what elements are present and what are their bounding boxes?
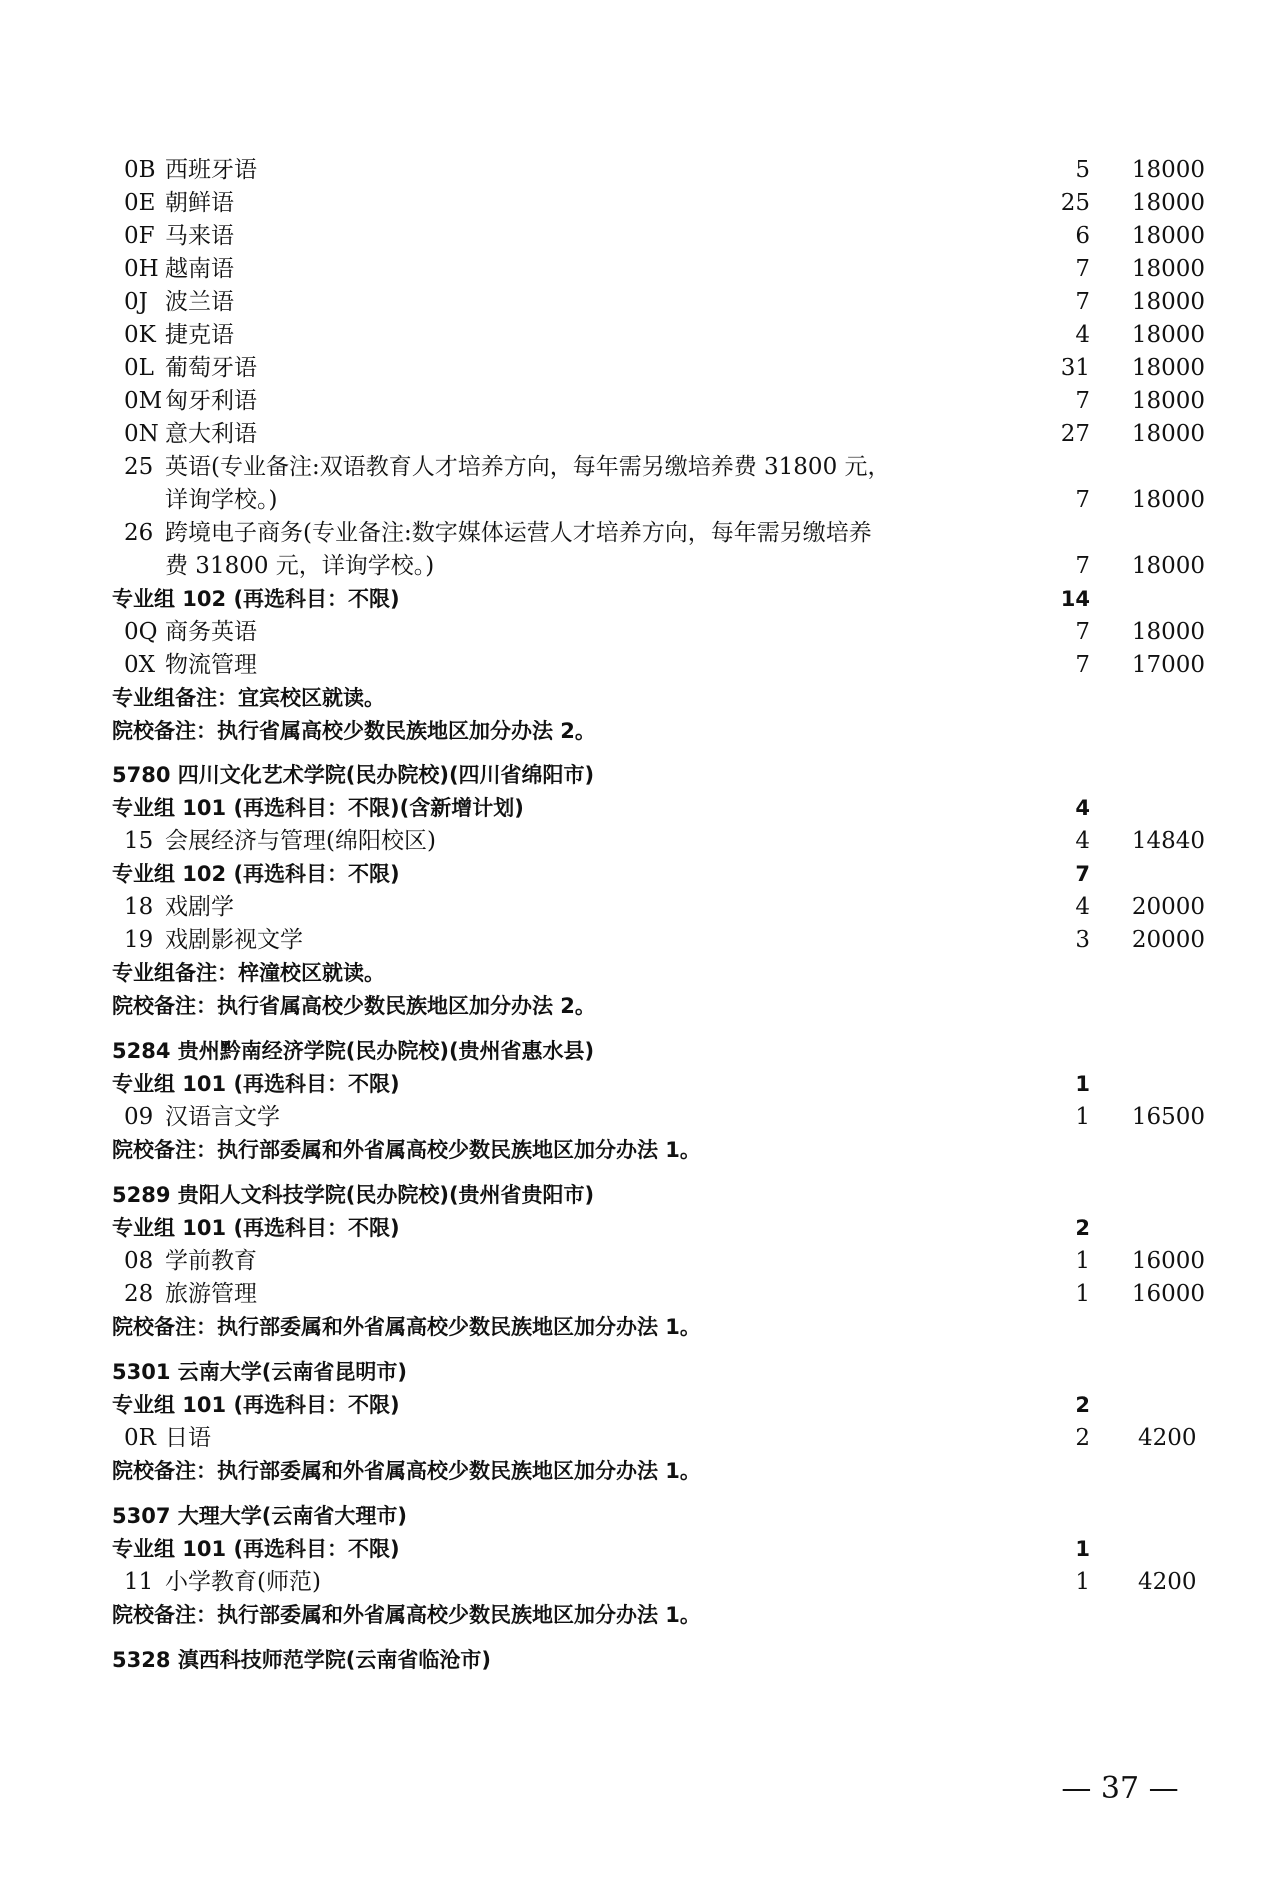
table-row — [0, 1245, 1280, 1278]
major-name: 捷克语 — [165, 322, 234, 348]
major-name: 汉语言文学 — [165, 1104, 280, 1130]
major-name-line-2: 费 31800 元，详询学校。) — [165, 553, 435, 579]
school-note — [0, 1455, 1280, 1488]
group-header — [0, 1068, 1280, 1101]
major-count: 25 — [1060, 190, 1090, 216]
table-row — [0, 187, 1280, 220]
major-name: 学前教育 — [165, 1248, 257, 1274]
major-name: 小学教育(师范) — [165, 1569, 321, 1595]
major-count: 7 — [1075, 652, 1090, 678]
group-header — [0, 1212, 1280, 1245]
table-row — [0, 550, 1280, 583]
group-count: 2 — [1075, 1393, 1090, 1417]
major-code: 08 — [124, 1248, 154, 1274]
group-note-text: 专业组备注：梓潼校区就读。 — [112, 961, 385, 985]
major-name: 葡萄牙语 — [165, 355, 257, 381]
major-code: 0B — [124, 157, 156, 183]
major-fee: 18000 — [1131, 322, 1205, 348]
table-row — [0, 1422, 1280, 1455]
group-label: 专业组 102 (再选科目：不限) — [112, 587, 400, 611]
major-fee: 20000 — [1131, 894, 1205, 920]
table-row — [0, 517, 1280, 550]
group-count: 4 — [1075, 796, 1090, 820]
school-title: 5289 贵阳人文科技学院(民办院校)(贵州省贵阳市) — [112, 1183, 595, 1207]
major-fee: 18000 — [1131, 157, 1205, 183]
school-note-text: 院校备注：执行部委属和外省属高校少数民族地区加分办法 1。 — [112, 1315, 701, 1339]
major-name: 旅游管理 — [165, 1281, 257, 1307]
table-row — [0, 924, 1280, 957]
table-row — [0, 319, 1280, 352]
major-code: 0F — [124, 223, 155, 249]
major-count: 27 — [1060, 421, 1090, 447]
major-name: 意大利语 — [165, 421, 257, 447]
major-fee: 14840 — [1131, 828, 1205, 854]
major-count: 1 — [1075, 1104, 1090, 1130]
major-code: 25 — [124, 454, 154, 480]
major-count: 7 — [1075, 619, 1090, 645]
group-header — [0, 1533, 1280, 1566]
group-note — [0, 957, 1280, 990]
major-name: 西班牙语 — [165, 157, 257, 183]
group-header — [0, 583, 1280, 616]
major-fee: 18000 — [1131, 553, 1205, 579]
group-note-text: 专业组备注：宜宾校区就读。 — [112, 686, 385, 710]
table-row — [0, 154, 1280, 187]
major-count: 2 — [1075, 1425, 1090, 1451]
major-fee: 18000 — [1131, 487, 1205, 513]
group-label: 专业组 101 (再选科目：不限)(含新增计划) — [112, 796, 524, 820]
major-code: 26 — [124, 520, 154, 546]
school-title: 5328 滇西科技师范学院(云南省临沧市) — [112, 1648, 491, 1672]
major-fee: 18000 — [1131, 355, 1205, 381]
school-title: 5284 贵州黔南经济学院(民办院校)(贵州省惠水县) — [112, 1039, 595, 1063]
major-count: 1 — [1075, 1281, 1090, 1307]
major-fee: 18000 — [1131, 421, 1205, 447]
major-name: 朝鲜语 — [165, 190, 234, 216]
group-count: 14 — [1060, 587, 1090, 611]
major-count: 1 — [1075, 1569, 1090, 1595]
major-name: 日语 — [165, 1425, 211, 1451]
school-header — [0, 1035, 1280, 1068]
group-count: 2 — [1075, 1216, 1090, 1240]
school-header — [0, 759, 1280, 792]
major-code: 18 — [124, 894, 154, 920]
major-fee: 18000 — [1131, 256, 1205, 282]
major-count: 7 — [1075, 553, 1090, 579]
school-note-text: 院校备注：执行部委属和外省属高校少数民族地区加分办法 1。 — [112, 1459, 701, 1483]
school-note — [0, 1599, 1280, 1632]
major-name: 会展经济与管理(绵阳校区) — [165, 828, 436, 854]
major-fee: 18000 — [1131, 388, 1205, 414]
table-row — [0, 1566, 1280, 1599]
school-note — [0, 715, 1280, 748]
group-count: 7 — [1075, 862, 1090, 886]
major-code: 0L — [124, 355, 154, 381]
group-count: 1 — [1075, 1072, 1090, 1096]
table-row — [0, 220, 1280, 253]
major-code: 11 — [124, 1569, 154, 1595]
major-fee: 16000 — [1131, 1248, 1205, 1274]
group-label: 专业组 101 (再选科目：不限) — [112, 1393, 400, 1417]
major-code: 09 — [124, 1104, 154, 1130]
major-code: 0H — [124, 256, 159, 282]
school-note-text: 院校备注：执行部委属和外省属高校少数民族地区加分办法 1。 — [112, 1138, 701, 1162]
major-name: 马来语 — [165, 223, 234, 249]
major-code: 0X — [124, 652, 156, 678]
major-code: 0K — [124, 322, 156, 348]
major-count: 7 — [1075, 388, 1090, 414]
major-code: 19 — [124, 927, 154, 953]
school-title: 5301 云南大学(云南省昆明市) — [112, 1360, 407, 1384]
table-row — [0, 649, 1280, 682]
table-row — [0, 1278, 1280, 1311]
school-note — [0, 1311, 1280, 1344]
group-label: 专业组 101 (再选科目：不限) — [112, 1072, 400, 1096]
table-row — [0, 253, 1280, 286]
table-row — [0, 418, 1280, 451]
major-code: 0E — [124, 190, 156, 216]
major-name: 匈牙利语 — [165, 388, 257, 414]
major-code: 0M — [124, 388, 163, 414]
major-code: 0J — [124, 289, 148, 315]
major-count: 6 — [1075, 223, 1090, 249]
major-fee: 16000 — [1131, 1281, 1205, 1307]
major-code: 15 — [124, 828, 154, 854]
school-note — [0, 1134, 1280, 1167]
school-header — [0, 1644, 1280, 1677]
group-count: 1 — [1075, 1537, 1090, 1561]
major-name-line-2: 详询学校。) — [165, 487, 278, 513]
school-note-text: 院校备注：执行省属高校少数民族地区加分办法 2。 — [112, 994, 596, 1018]
major-fee: 16500 — [1131, 1104, 1205, 1130]
major-fee: 17000 — [1131, 652, 1205, 678]
group-note — [0, 682, 1280, 715]
major-code: 0N — [124, 421, 159, 447]
school-header — [0, 1356, 1280, 1389]
group-header — [0, 1389, 1280, 1422]
major-count: 7 — [1075, 487, 1090, 513]
school-header — [0, 1500, 1280, 1533]
school-note — [0, 990, 1280, 1023]
group-header — [0, 858, 1280, 891]
major-count: 4 — [1075, 894, 1090, 920]
major-count: 7 — [1075, 289, 1090, 315]
major-fee: 18000 — [1131, 619, 1205, 645]
table-row — [0, 484, 1280, 517]
table-row — [0, 286, 1280, 319]
major-name: 戏剧影视文学 — [165, 927, 303, 953]
major-name: 戏剧学 — [165, 894, 234, 920]
major-count: 3 — [1075, 927, 1090, 953]
major-fee: 20000 — [1131, 927, 1205, 953]
major-count: 7 — [1075, 256, 1090, 282]
school-title: 5307 大理大学(云南省大理市) — [112, 1504, 407, 1528]
school-note-text: 院校备注：执行部委属和外省属高校少数民族地区加分办法 1。 — [112, 1603, 701, 1627]
major-count: 4 — [1075, 322, 1090, 348]
school-header — [0, 1179, 1280, 1212]
major-code: 28 — [124, 1281, 154, 1307]
group-label: 专业组 101 (再选科目：不限) — [112, 1216, 400, 1240]
group-label: 专业组 101 (再选科目：不限) — [112, 1537, 400, 1561]
school-title: 5780 四川文化艺术学院(民办院校)(四川省绵阳市) — [112, 763, 595, 787]
major-fee: 18000 — [1131, 223, 1205, 249]
major-count: 5 — [1075, 157, 1090, 183]
table-row — [0, 385, 1280, 418]
table-row — [0, 616, 1280, 649]
major-name: 波兰语 — [165, 289, 234, 315]
table-row — [0, 352, 1280, 385]
major-code: 0R — [124, 1425, 156, 1451]
major-name: 物流管理 — [165, 652, 257, 678]
major-count: 1 — [1075, 1248, 1090, 1274]
major-name-line-1: 跨境电子商务(专业备注:数字媒体运营人才培养方向，每年需另缴培养 — [165, 520, 872, 546]
major-count: 31 — [1060, 355, 1090, 381]
table-row — [0, 825, 1280, 858]
major-fee: 18000 — [1131, 289, 1205, 315]
major-fee: 4200 — [1138, 1425, 1197, 1451]
major-count: 4 — [1075, 828, 1090, 854]
major-name: 商务英语 — [165, 619, 257, 645]
table-row — [0, 1101, 1280, 1134]
major-name: 越南语 — [165, 256, 234, 282]
major-name-line-1: 英语(专业备注:双语教育人才培养方向，每年需另缴培养费 31800 元， — [165, 454, 891, 480]
group-label: 专业组 102 (再选科目：不限) — [112, 862, 400, 886]
major-fee: 4200 — [1138, 1569, 1197, 1595]
page-number: — 37 — — [1061, 1771, 1179, 1806]
group-header — [0, 792, 1280, 825]
school-note-text: 院校备注：执行省属高校少数民族地区加分办法 2。 — [112, 719, 596, 743]
major-code: 0Q — [124, 619, 158, 645]
table-row — [0, 451, 1280, 484]
major-fee: 18000 — [1131, 190, 1205, 216]
table-row — [0, 891, 1280, 924]
